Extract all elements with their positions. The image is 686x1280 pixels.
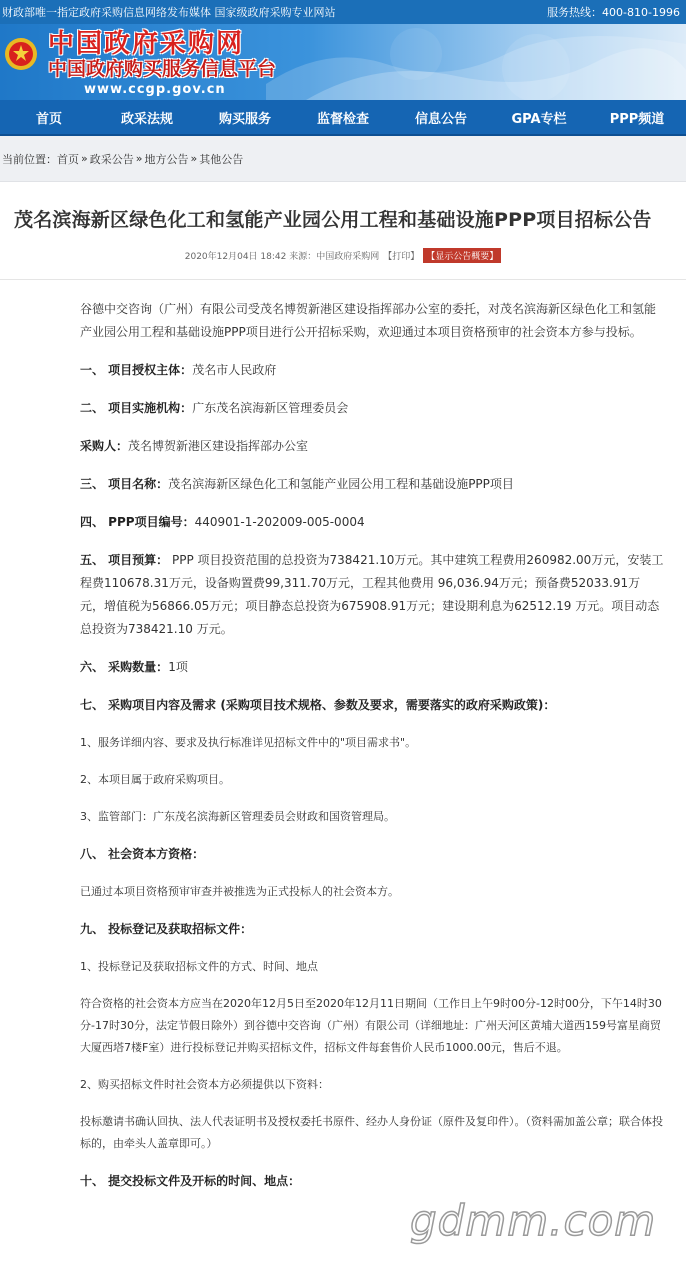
section-3-label: 三、 项目名称： — [80, 477, 169, 491]
section-9-heading: 九、 投标登记及获取招标文件： — [80, 922, 253, 936]
buyer-label: 采购人： — [80, 439, 129, 453]
buyer-value: 茂名博贺新港区建设指挥部办公室 — [128, 439, 309, 453]
site-url: www.ccgp.gov.cn — [84, 82, 226, 97]
nav-ppp[interactable]: PPP频道 — [609, 111, 665, 127]
section-6-value: 1项 — [168, 660, 188, 674]
section-8-heading: 八、 社会资本方资格： — [80, 847, 205, 861]
breadcrumb-item-other[interactable]: 其他公告 — [199, 152, 244, 166]
section-6-label: 六、 采购数量： — [80, 660, 169, 674]
site-logo-title[interactable]: 中国政府采购网 — [48, 29, 245, 59]
nav-home[interactable]: 首页 — [35, 111, 62, 127]
section-8-text: 已通过本项目资格预审审查并被推选为正式投标人的社会资本方。 — [80, 885, 399, 898]
main-nav — [0, 100, 686, 136]
show-summary-button[interactable]: 【显示公告概要】 — [423, 248, 501, 263]
nav-supervision[interactable]: 监督检查 — [316, 111, 369, 127]
breadcrumb-item-announcements[interactable]: 政采公告 — [89, 152, 134, 166]
article-title: 茂名滨海新区绿色化工和氢能产业园公用工程和基础设施PPP项目招标公告 — [14, 209, 652, 231]
section-4-value: 440901-1-202009-005-0004 — [194, 515, 365, 529]
breadcrumb-item-local[interactable]: 地方公告 — [144, 152, 189, 166]
breadcrumb-separator: » — [135, 152, 143, 165]
watermark: gdmm.com — [410, 1196, 657, 1245]
section-2-value: 广东茂名滨海新区管理委员会 — [192, 401, 349, 415]
section-7-heading: 七、 采购项目内容及需求 (采购项目技术规格、参数及要求，需要落实的政府采购政策)： — [80, 698, 556, 712]
nav-announcements[interactable]: 信息公告 — [414, 111, 467, 127]
section-7-item-2: 2、本项目属于政府采购项目。 — [80, 773, 230, 786]
section-2 — [80, 397, 664, 420]
top-bar-slogan: 财政部唯一指定政府采购信息网络发布媒体 国家级政府采购专业网站 — [2, 6, 336, 19]
nav-regulations[interactable]: 政采法规 — [120, 111, 173, 127]
section-6 — [80, 656, 664, 679]
section-3 — [80, 473, 664, 496]
section-9-paragraph-1: 符合资格的社会资本方应当在2020年12月5日至2020年12月11日期间（工作日上午9时00分-12时00分，下午14时30分-17时30分，法定节假日除外）到谷德中交咨询（广州）有限公司（详细地址：广州天河区黄埔大道西159号富星商贸大厦西塔7楼F室）进行投标登记并购买招标文件，招标文件每套售价人民币1000.00元，售后不退。 — [80, 997, 662, 1054]
site-banner — [0, 24, 686, 100]
breadcrumb-item-home[interactable]: 首页 — [57, 152, 79, 166]
section-9-paragraph-2: 投标邀请书确认回执、法人代表证明书及授权委托书原件、经办人身份证（原件及复印件）。（资料需加盖公章；联合体投标的，由牵头人盖章即可。） — [80, 1115, 663, 1150]
section-7-item-1: 1、服务详细内容、要求及执行标准详见招标文件中的"项目需求书"。 — [80, 736, 417, 749]
print-link[interactable]: 【打印】 — [383, 252, 420, 262]
top-bar — [0, 0, 686, 24]
nav-purchase-services[interactable]: 购买服务 — [218, 111, 271, 127]
service-hotline: 服务热线：400-810-1996 — [547, 6, 680, 19]
section-4-label: 四、 PPP项目编号： — [80, 515, 195, 529]
breadcrumb-separator: » — [81, 152, 88, 165]
national-emblem-icon[interactable] — [4, 36, 38, 72]
section-10-heading: 十、 提交投标文件及开标的时间、地点： — [80, 1174, 301, 1188]
banner-decoration — [266, 24, 686, 100]
article-body — [0, 280, 686, 1193]
intro-paragraph: 谷德中交咨询（广州）有限公司受茂名博贺新港区建设指挥部办公室的委托，对茂名滨海新区绿色化工和氢能产业园公用工程和基础设施PPP项目进行公开招标采购，欢迎通过本项目资格预审的社会资本方参与投标。 — [80, 302, 657, 339]
article-meta — [0, 248, 686, 263]
breadcrumb-separator: » — [190, 152, 198, 165]
section-9-item-1: 1、投标登记及获取招标文件的方式、时间、地点 — [80, 960, 318, 973]
section-1 — [80, 359, 664, 382]
section-2-label: 二、 项目实施机构： — [80, 401, 193, 415]
buyer-line — [80, 435, 664, 458]
nav-gpa[interactable]: GPA专栏 — [511, 111, 567, 127]
section-7-item-3: 3、监管部门：广东茂名滨海新区管理委员会财政和国资管理局。 — [80, 810, 395, 823]
section-5-label: 五、 项目预算： — [80, 553, 169, 567]
section-3-value: 茂名滨海新区绿色化工和氢能产业园公用工程和基础设施PPP项目 — [168, 477, 514, 491]
section-5-value: PPP 项目投资范围的总投资为738421.10万元。其中建筑工程费用260982.00万元，安装工程费110678.31万元，设备购置费99,311.70万元，工程其他费用 96,036.94万元；预备费52033.91万元，增值税为56866.05万元；项目静态总投资为675908.91万元；建设期利息为62512.19 万元。项目动态总投资为738421.10 万元。 — [80, 553, 664, 636]
section-1-label: 一、 项目授权主体： — [80, 363, 193, 377]
site-logo-subtitle: 中国政府购买服务信息平台 — [48, 58, 277, 80]
article-date-source: 2020年12月04日 18:42 来源：中国政府采购网 — [184, 252, 380, 262]
breadcrumb-label: 当前位置： — [2, 152, 57, 166]
breadcrumb — [0, 136, 686, 182]
section-4 — [80, 511, 664, 534]
section-1-value: 茂名市人民政府 — [192, 363, 277, 377]
section-9-item-2: 2、购买招标文件时社会资本方必须提供以下资料： — [80, 1078, 329, 1091]
section-5 — [80, 549, 664, 641]
